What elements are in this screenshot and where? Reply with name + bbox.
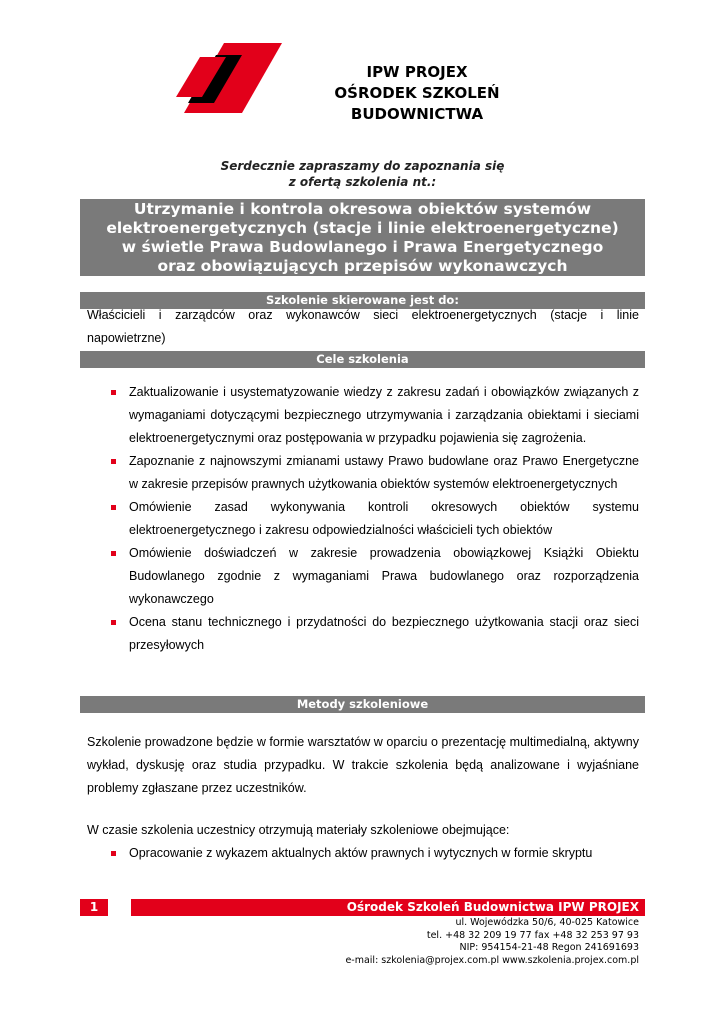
footer-address: ul. Wojewódzka 50/6, 40-025 Katowice [455,917,639,928]
goal-item [80,381,645,450]
goal-item [80,450,645,496]
bullet-square-icon [111,551,116,556]
intro-text [80,158,645,190]
org-header [272,62,562,125]
goal-item [80,611,645,657]
bullet-square-icon [111,505,116,510]
goal-item [80,496,645,542]
training-title [80,199,645,276]
methods-heading: Metody szkoleniowe [80,696,645,713]
org-subtitle: OŚRODEK SZKOLEŃ BUDOWNICTWA [334,84,500,123]
bullet-square-icon [111,620,116,625]
footer-phone: tel. +48 32 209 19 77 fax +48 32 253 97 93 [426,929,639,941]
audience-heading: Szkolenie skierowane jest do: [80,292,645,309]
bullet-square-icon [111,390,116,395]
bullet-square-icon [111,459,116,464]
intro-line-1: Serdecznie zapraszamy do zapoznania się [220,159,505,173]
audience-line-1: Właścicieli i zarządców oraz wykonawców sieci elektroenergetycznych (stacje i linie [87,308,639,322]
title-line-4: oraz obowiązujących przepisów wykonawczych [157,257,568,275]
goal-text: Omówienie zasad wykonywania kontroli okresowych obiektów systemu elektroenergetycznego i zakresu odpowiedzialności właścicieli tych obiektów [129,500,639,537]
goal-text: Omówienie doświadczeń w zakresie prowadzenia obowiązkowej Książki Obiektu Budowlanego zgodnie z wymaganiami Prawa budowlanego oraz rozporządzenia wykonawczego [129,546,639,606]
title-line-2: elektroenergetycznych (stacje i linie elektroenergetyczne) [106,219,619,237]
material-item [80,842,645,865]
audience-text [87,304,639,350]
audience-line-2: napowietrzne) [87,331,166,345]
material-text: Opracowanie z wykazem aktualnych aktów prawnych i wytycznych w formie skryptu [129,846,593,860]
goals-list [80,381,645,657]
goal-text: Ocena stanu technicznego i przydatności do bezpiecznego użytkowania stacji oraz sieci przesyłowych [129,615,639,652]
intro-line-2: z ofertą szkolenia nt.: [288,175,437,189]
footer-email-web: e-mail: szkolenia@projex.com.pl www.szkolenia.projex.com.pl [345,954,639,966]
goal-text: Zapoznanie z najnowszymi zmianami ustawy Prawo budowlane oraz Prawo Energetyczne w zakresie przepisów prawnych użytkowania obiektów systemów elektroenergetycznych [129,454,639,491]
footer-ids: NIP: 954154-21-48 Regon 241691693 [459,942,639,953]
materials-list [80,842,645,865]
page-number: 1 [80,899,108,916]
title-line-1: Utrzymanie i kontrola okresowa obiektów systemów [133,200,592,218]
methods-paragraph: Szkolenie prowadzone będzie w formie warsztatów w oparciu o prezentację multimedialną, aktywny wykład, dyskusję oraz studia przypadku. W trakcie szkolenia będą analizowane i wyjaśniane problemy zgłaszane przez uczestników. [87,735,639,795]
title-line-3: w świetle Prawa Budowlanego i Prawa Energetycznego [121,238,604,256]
bullet-square-icon [111,851,116,856]
footer-org-name: Ośrodek Szkoleń Budownictwa IPW PROJEX [131,899,645,916]
org-name: IPW PROJEX [366,63,468,81]
goal-text: Zaktualizowanie i usystematyzowanie wiedzy z zakresu zadań i obowiązków związanych z wymaganiami dotyczącymi bezpiecznego utrzymywania i zarządzania obiektami i sieciami elektroenergetycznymi oraz postępowania w przypadku pojawienia się zagrożenia. [129,385,639,445]
ipw-projex-logo [172,41,282,113]
footer-contact [239,917,639,967]
materials-intro: W czasie szkolenia uczestnicy otrzymują materiały szkoleniowe obejmujące: [87,823,510,837]
goal-item [80,542,645,611]
goals-heading: Cele szkolenia [80,351,645,368]
